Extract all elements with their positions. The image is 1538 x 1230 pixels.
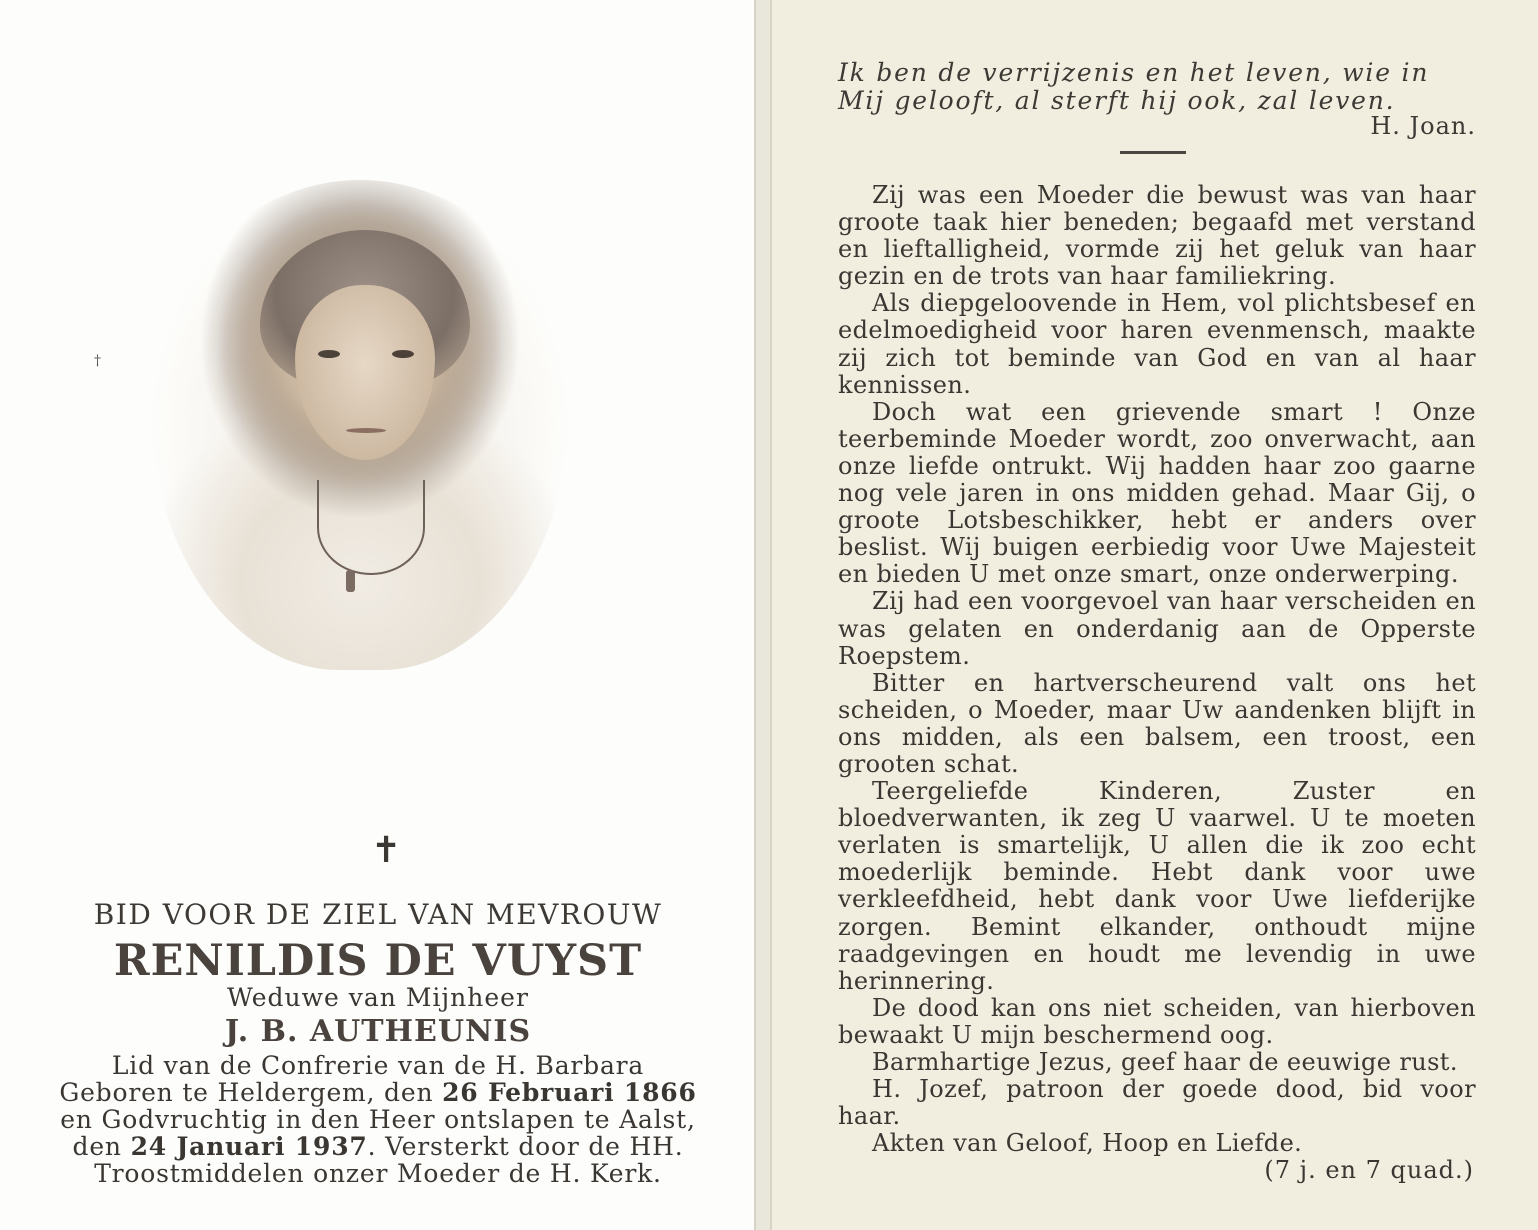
portrait-photo	[150, 180, 570, 670]
birth-line	[0, 1078, 756, 1107]
memorial-card-front	[0, 0, 756, 1230]
birth-date: 26 Februari 1866	[442, 1078, 697, 1107]
paragraph: Doch wat een grievende smart ! Onze teerbeminde Moeder wordt, zoo onverwacht, aan onze liefde ontrukt. Wij hadden haar zoo gaarne nog vele jaren in ons midden gehad. Maar Gij, o groote Lotsbeschikker, hebt er anders over beslist. Wij buigen eerbiedig voor Uwe Majesteit en bieden U met onze smart, onze onderwerping.	[838, 397, 1476, 589]
sacraments-line: Troostmiddelen onzer Moeder de H. Kerk.	[94, 1159, 662, 1188]
indulgence-note: (7 j. en 7 quad.)	[1264, 1156, 1474, 1184]
death-date-line	[0, 1132, 756, 1161]
portrait-eye-left	[318, 350, 340, 358]
portrait-face	[295, 285, 435, 460]
birth-prefix: Geboren te Heldergem, den	[59, 1078, 443, 1107]
paragraph: Bitter en hartverscheurend valt ons het scheiden, o Moeder, maar Uw aandenken blijft in ons midden, als een balsem, een troost, een grooten schat.	[838, 668, 1476, 778]
prayer-line: Akten van Geloof, Hoop en Liefde.	[872, 1129, 1303, 1158]
quote-line-1: Ik ben de verrijzenis en het leven, wie in	[838, 58, 1430, 87]
portrait-necklace	[317, 480, 425, 575]
paragraph: Als diepgeloovende in Hem, vol plichtsbesef en edelmoedigheid voor haren evenmensch, maakte zij zich tot beminde van God en van al haar kennissen.	[838, 289, 1476, 399]
small-dagger-icon: †	[94, 353, 101, 369]
husband-name: J. B. AUTHEUNIS	[224, 1014, 532, 1049]
cross-icon: ✝	[371, 830, 402, 871]
deceased-name: RENILDIS DE VUYST	[113, 936, 643, 986]
quote-line-2: Mij gelooft, al sterft hij ook, zal leven.	[838, 86, 1396, 115]
paragraph: Teergeliefde Kinderen, Zuster en bloedverwanten, ik zeg U vaarwel. U te moeten verlaten is smartelijk, U allen die ik zoo echt moederlijk beminde. Hebt dank voor uwe verkleefdheid, hebt dank voor Uwe liefderijke zorgen. Bemint elkander, onthoudt mijne raadgevingen en houdt me levendig in uwe herinnering.	[838, 777, 1476, 995]
portrait-mouth	[346, 428, 386, 433]
portrait-eye-right	[392, 350, 414, 358]
quote-source: H. Joan.	[1370, 112, 1476, 140]
prayer-line: BID VOOR DE ZIEL VAN MEVROUW	[93, 898, 663, 931]
divider	[1120, 151, 1186, 154]
widow-line: Weduwe van Mijnheer	[227, 983, 529, 1012]
paragraph: De dood kan ons niet scheiden, van hierboven bewaakt U mijn beschermend oog.	[838, 993, 1476, 1049]
portrait-pendant	[346, 570, 355, 592]
paragraph: Zij had een voorgevoel van haar verscheiden en was gelaten en onderdanig aan de Opperste Roepstem.	[838, 587, 1476, 670]
death-line: en Godvruchtig in den Heer ontslapen te Aalst,	[60, 1105, 696, 1134]
prayer-line: Barmhartige Jezus, geef haar de eeuwige rust.	[872, 1048, 1458, 1076]
death-suffix: . Versterkt door de HH.	[367, 1132, 684, 1161]
death-date: 24 Januari 1937	[130, 1132, 368, 1161]
death-prefix: den	[72, 1132, 131, 1161]
prayer-line: H. Jozef, patroon der goede dood, bid voor haar.	[838, 1075, 1476, 1131]
member-line: Lid van de Confrerie van de H. Barbara	[111, 1051, 645, 1080]
eulogy-text	[838, 182, 1476, 1157]
paragraph: Zij was een Moeder die bewust was van haar groote taak hier beneden; begaafd met verstand en lieftalligheid, vormde zij het geluk van haar gezin en de trots van haar familiekring.	[838, 181, 1476, 291]
